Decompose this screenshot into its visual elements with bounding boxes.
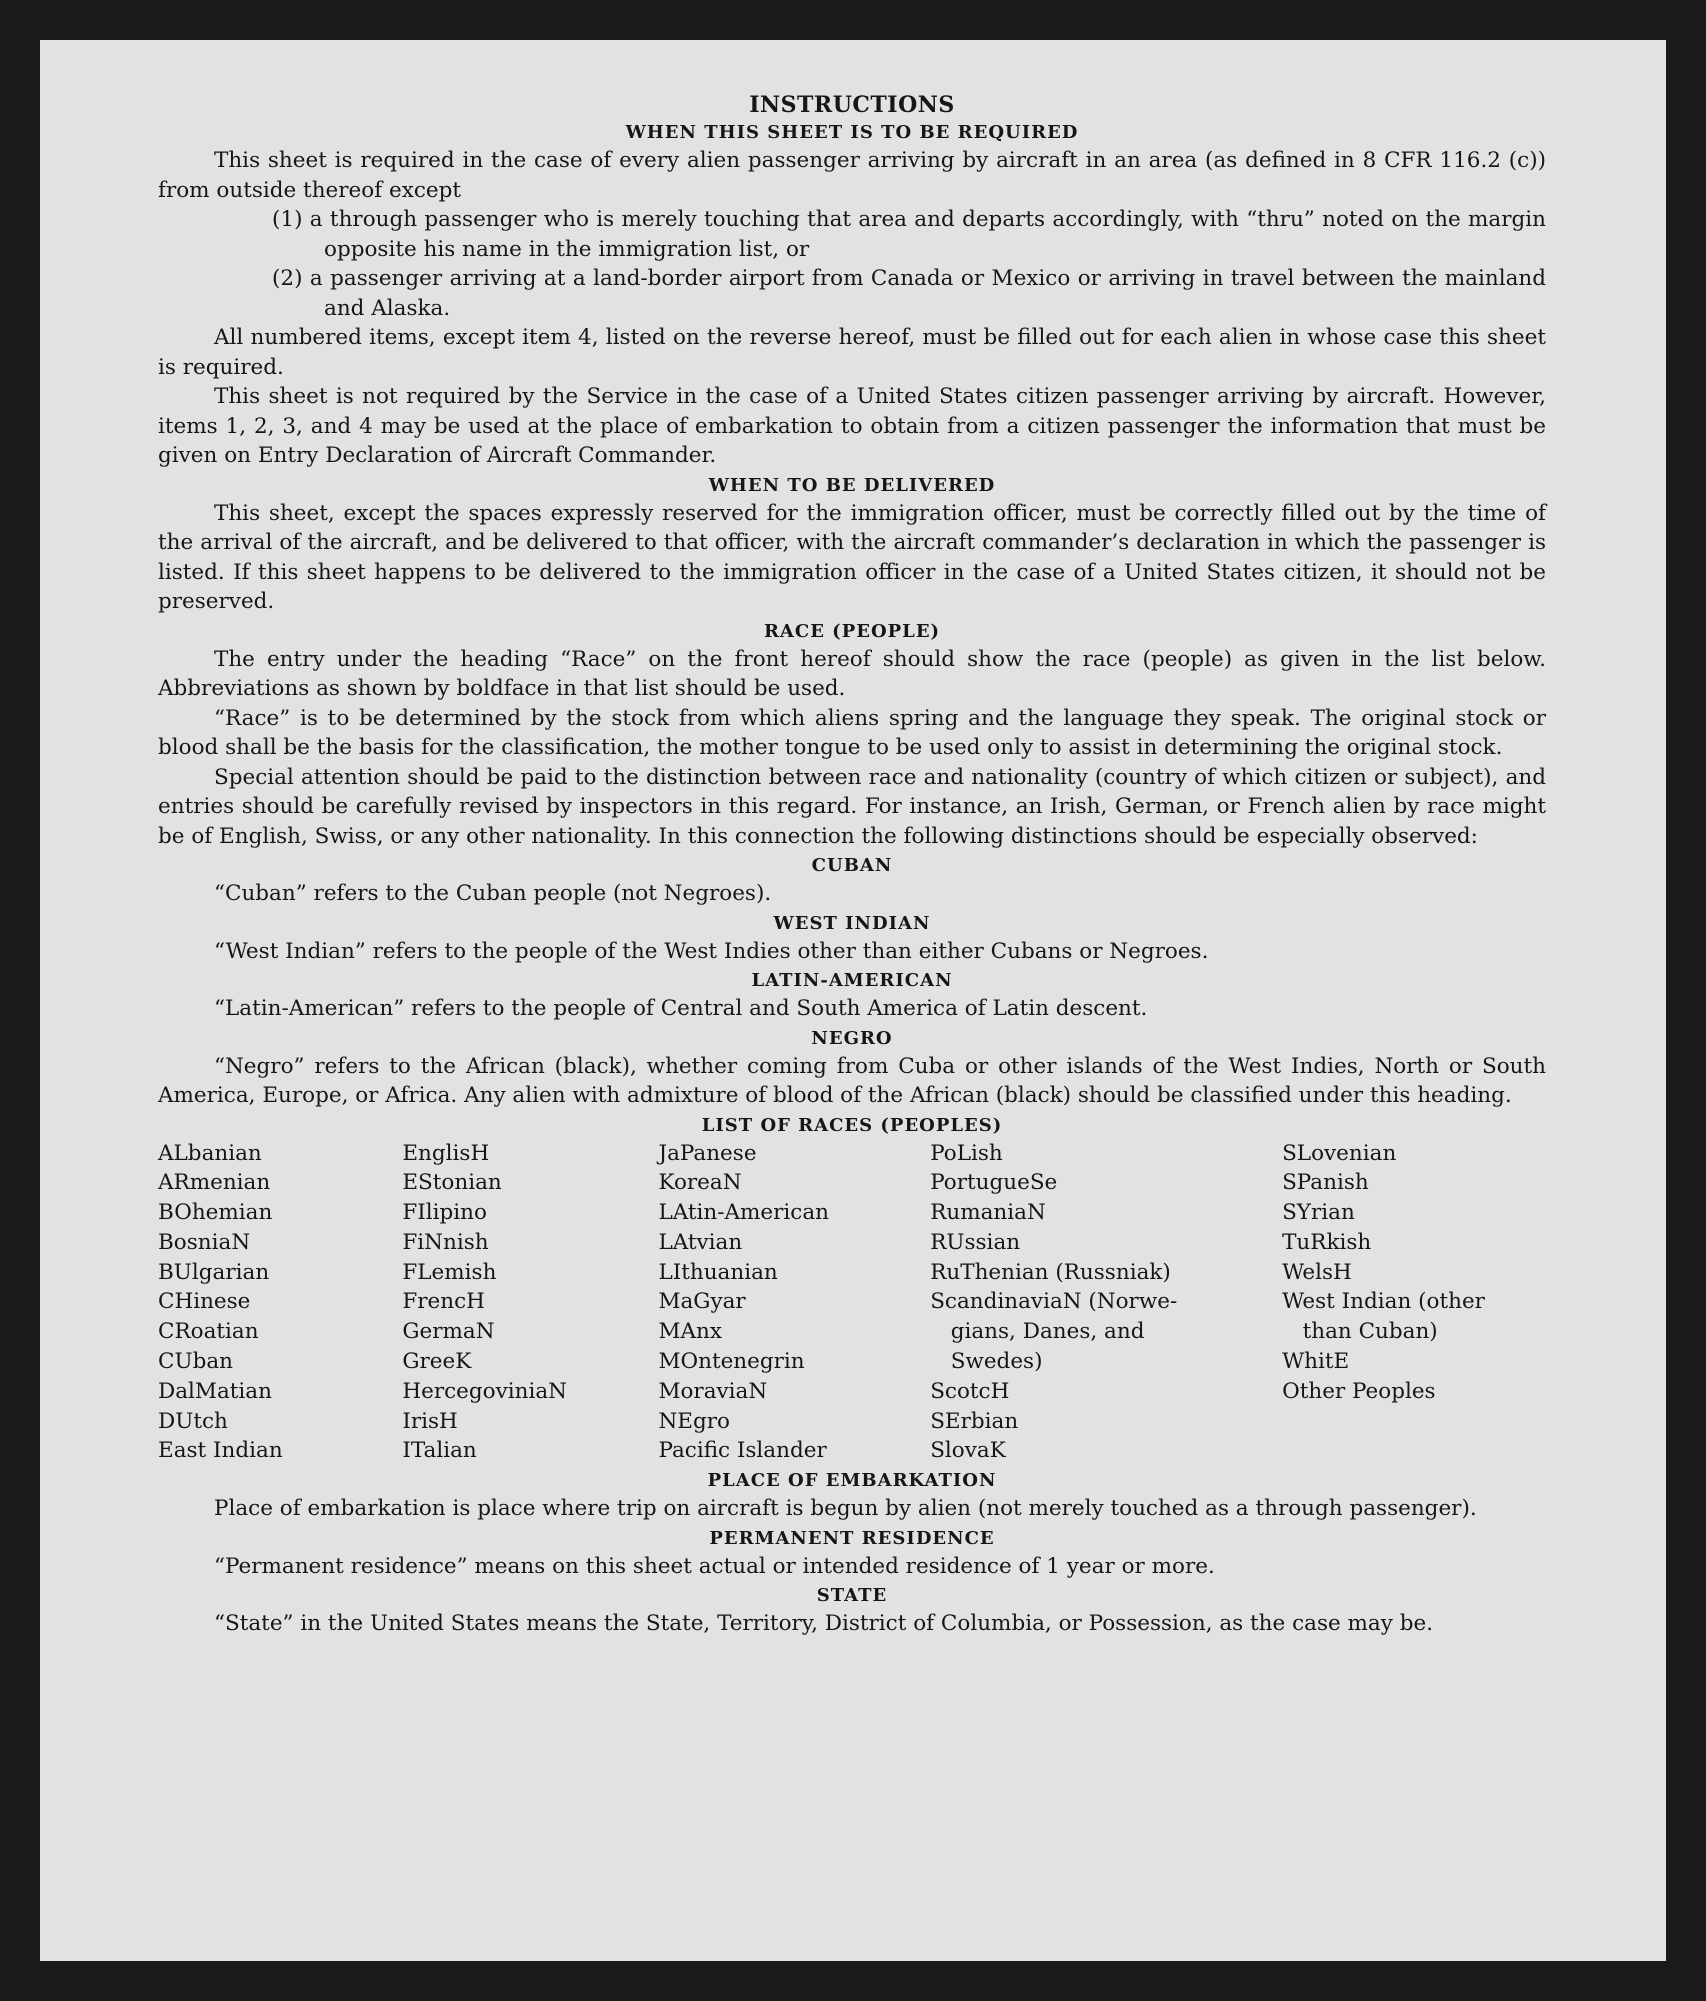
race-item: SLovenian — [1282, 1140, 1397, 1166]
race-item: MOntenegrin — [658, 1349, 805, 1375]
paragraph: This sheet is not required by the Service in the case of a United States citizen passenger arriving by aircraft. However, items 1, 2, 3, and 4 may be used at the place of embarkation to obtain from a citizen passenger the information that must be given on Entry Declaration of Aircraft Commander. — [158, 384, 1546, 468]
paragraph: “Negro” refers to the African (black), whether coming from Cuba or other islands of the West Indies, North or South America, Europe, or Africa. Any alien with admixture of blood of the African (black) should be classified under this heading. — [158, 1053, 1546, 1108]
race-item: FiNnish — [402, 1229, 489, 1255]
race-column — [158, 1139, 402, 1467]
race-item: WhitE — [1282, 1349, 1350, 1375]
list-item: (1) a through passenger who is merely touching that area and departs accordingly, with “thru” noted on the margin opposite his name in the immigration list, or — [272, 207, 1546, 262]
race-item: KoreaN — [658, 1170, 742, 1196]
race-item: TuRkish — [1282, 1229, 1372, 1255]
race-item: SlovaK — [930, 1438, 1006, 1464]
paragraph: “Latin-American” refers to the people of Central and South America of Latin descent. — [214, 996, 1148, 1021]
race-item: HercegoviniaN — [402, 1378, 567, 1404]
paragraph: “Race” is to be determined by the stock from which aliens spring and the language they speak. The original stock or blood shall be the basis for the classification, the mother tongue to be used only to assist in determining the original stock. — [158, 705, 1546, 760]
paragraph: “Cuban” refers to the Cuban people (not Negroes). — [214, 881, 772, 906]
paragraph: “Permanent residence” means on this sheet actual or intended residence of 1 year or more. — [214, 1553, 1215, 1579]
document-page — [40, 40, 1666, 1961]
race-item: ITalian — [402, 1438, 477, 1464]
race-item: FLemish — [402, 1259, 497, 1285]
paragraph: Place of embarkation is place where trip on aircraft is begun by alien (not merely touched as a through passenger). — [214, 1496, 1477, 1522]
race-item: EStonian — [402, 1170, 502, 1196]
paragraph: “State” in the United States means the State, Territory, District of Columbia, or Possession, as the case may be. — [214, 1611, 1434, 1637]
paragraph: “West Indian” refers to the people of the West Indies other than either Cubans or Negroes. — [214, 938, 1209, 964]
race-item: BosniaN — [158, 1229, 251, 1255]
race-item: SErbian — [930, 1408, 1019, 1434]
race-item: WelsH — [1282, 1259, 1352, 1285]
race-list — [158, 1139, 1546, 1467]
heading-list-of-races: LIST OF RACES (PEOPLES) — [701, 1114, 1003, 1136]
heading-when-required: WHEN THIS SHEET IS TO BE REQUIRED — [625, 122, 1079, 143]
race-item: GreeK — [402, 1349, 472, 1375]
heading-embarkation: PLACE OF EMBARKATION — [707, 1470, 997, 1492]
race-item: West Indian (other — [1282, 1289, 1485, 1315]
race-item: MaGyar — [658, 1289, 746, 1315]
race-item: RuThenian (Russniak) — [930, 1259, 1171, 1285]
race-item: DUtch — [158, 1408, 228, 1434]
race-item: RumaniaN — [930, 1200, 1046, 1226]
race-item: CRoatian — [158, 1319, 259, 1345]
race-item: ScotcH — [930, 1378, 1010, 1404]
race-item: Swedes) — [930, 1349, 1043, 1375]
race-item: RUssian — [930, 1229, 1021, 1255]
race-item: IrisH — [402, 1408, 458, 1434]
race-item: ALbanian — [158, 1140, 262, 1166]
race-item: JaPanese — [658, 1140, 757, 1166]
race-item: gians, Danes, and — [930, 1319, 1145, 1345]
race-item: EnglisH — [402, 1140, 490, 1166]
race-item: DalMatian — [158, 1378, 272, 1404]
list-item: (2) a passenger arriving at a land-border airport from Canada or Mexico or arriving in travel between the mainland and Alaska. — [272, 266, 1546, 321]
race-item: Other Peoples — [1282, 1378, 1436, 1404]
race-column — [1282, 1139, 1546, 1467]
race-item: ScandinaviaN (Norwe- — [930, 1289, 1178, 1315]
heading-state: STATE — [816, 1585, 888, 1607]
race-item: BOhemian — [158, 1200, 273, 1226]
race-item: ARmenian — [158, 1170, 271, 1196]
race-item: FrencH — [402, 1289, 485, 1315]
heading-west-indian: WEST INDIAN — [773, 912, 931, 934]
race-column — [402, 1139, 658, 1467]
heading-race: RACE (PEOPLE) — [763, 620, 941, 642]
race-item: PortugueSe — [930, 1170, 1058, 1196]
race-column — [658, 1139, 930, 1467]
race-item: LIthuanian — [658, 1259, 778, 1285]
heading-negro: NEGRO — [811, 1027, 893, 1049]
race-item: NEgro — [658, 1408, 730, 1434]
paragraph: This sheet is required in the case of every alien passenger arriving by aircraft in an area (as defined in 8 CFR 116.2 (c)) from outside thereof except — [158, 148, 1546, 203]
heading-cuban: CUBAN — [811, 855, 893, 876]
race-item: SPanish — [1282, 1170, 1369, 1196]
page-title: INSTRUCTIONS — [749, 92, 955, 118]
heading-latin-american: LATIN-AMERICAN — [751, 970, 953, 991]
race-column — [930, 1139, 1282, 1467]
race-item: SYrian — [1282, 1200, 1355, 1226]
heading-permanent-residence: PERMANENT RESIDENCE — [709, 1527, 995, 1549]
race-item: MAnx — [658, 1319, 722, 1345]
race-item: GermaN — [402, 1319, 495, 1345]
race-item: PoLish — [930, 1140, 1003, 1166]
race-item: LAtvian — [658, 1229, 743, 1255]
race-item: CHinese — [158, 1289, 251, 1315]
race-item: LAtin-American — [658, 1200, 830, 1226]
paragraph: This sheet, except the spaces expressly reserved for the immigration officer, must be correctly filled out by the time of the arrival of the aircraft, and be delivered to that officer, with the aircraft commander’s declaration in which the passenger is listed. If this sheet happens to be delivered to the immigration officer in the case of a United States citizen, it should not be preserved. — [158, 500, 1546, 614]
paragraph: All numbered items, except item 4, listed on the reverse hereof, must be filled out for each alien in whose case this sheet is required. — [158, 325, 1546, 380]
paragraph: Special attention should be paid to the distinction between race and nationality (country of which citizen or subject), and entries should be carefully revised by inspectors in this regard. For instance, an Irish, German, or French alien by race might be of English, Swiss, or any other nationality. In this connection the following distinctions should be especially observed: — [158, 764, 1546, 849]
race-item: BUlgarian — [158, 1259, 270, 1285]
race-item: East Indian — [158, 1438, 283, 1464]
heading-when-delivered: WHEN TO BE DELIVERED — [708, 474, 996, 496]
race-item: than Cuban) — [1282, 1319, 1438, 1345]
race-item: Pacific Islander — [658, 1438, 827, 1464]
paragraph: The entry under the heading “Race” on the front hereof should show the race (people) as given in the list below. Abbreviations as shown by boldface in that list should be used. — [158, 646, 1546, 701]
race-item: MoraviaN — [658, 1378, 768, 1404]
race-item: CUban — [158, 1349, 233, 1375]
race-item: FIlipino — [402, 1200, 487, 1226]
